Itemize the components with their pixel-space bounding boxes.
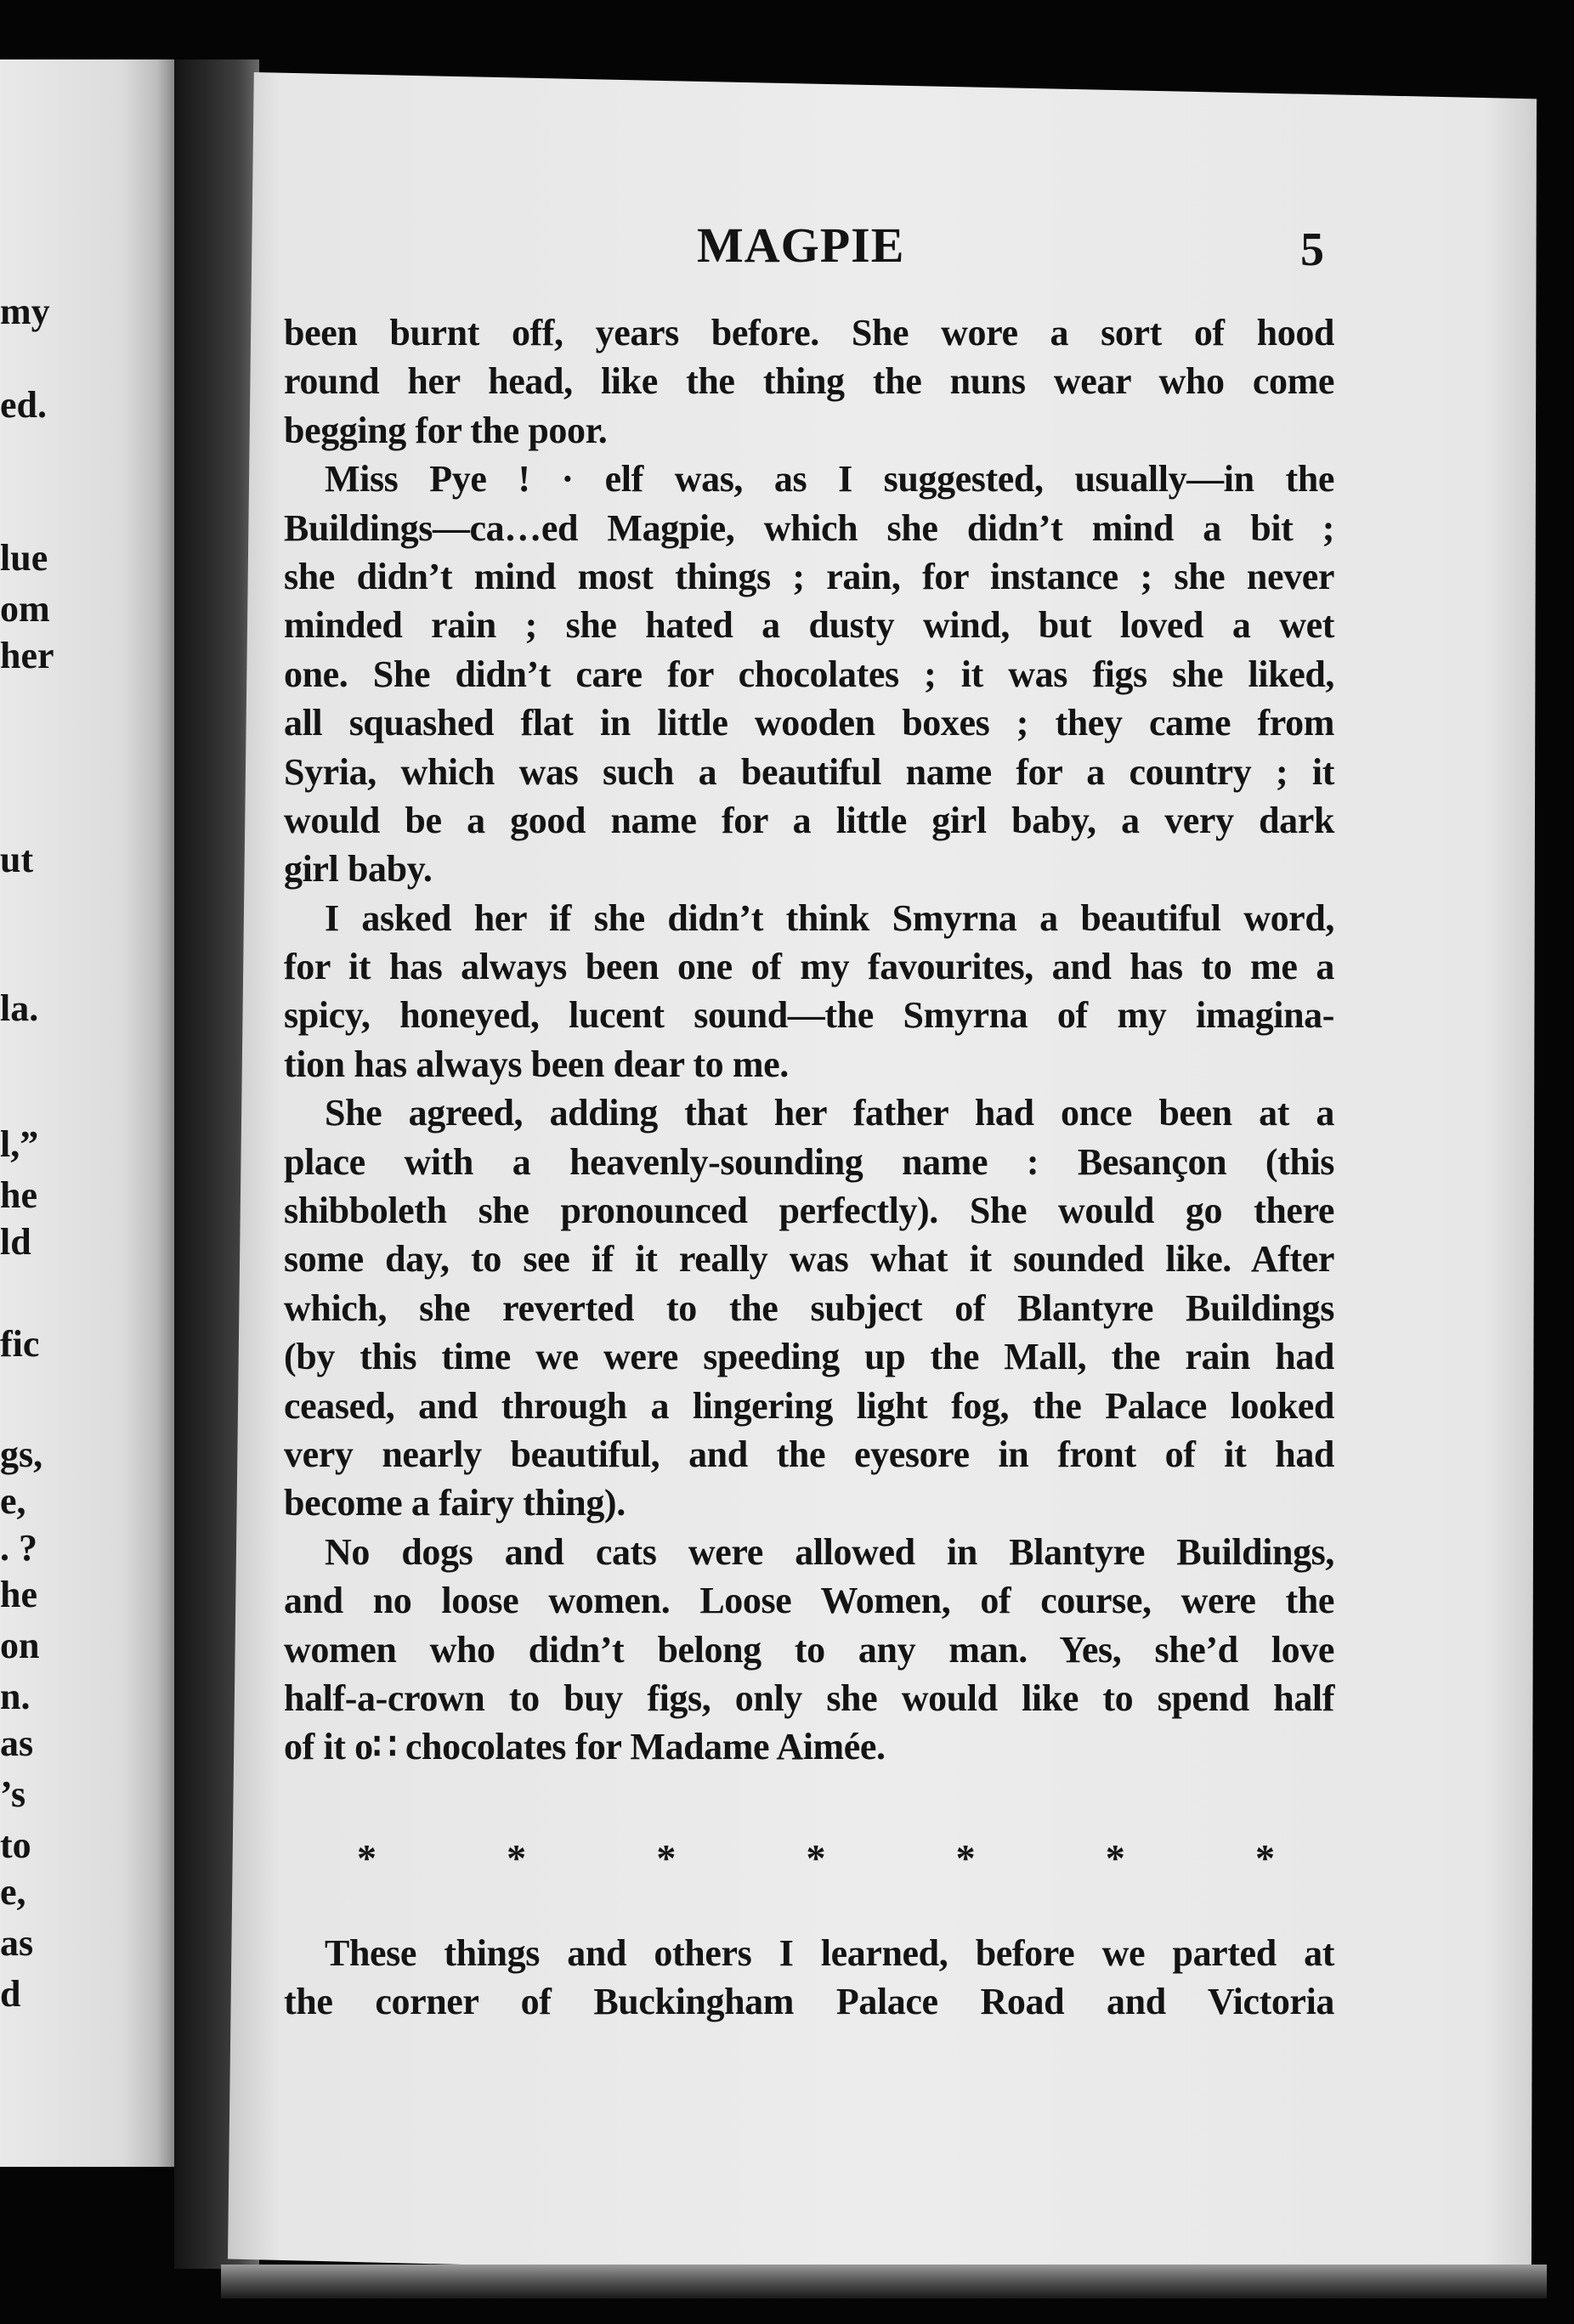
text-line: Miss Pye ! · elf was, as I suggested, usually—in the: [325, 458, 1334, 500]
left-page-fragment: as: [0, 1922, 34, 1964]
text-line: been burnt off, years before. She wore a sort of hood: [284, 312, 1334, 353]
left-page-fragment: her: [0, 635, 54, 676]
text-line: one. She didn’t care for chocolates ; it was figs she liked,: [284, 653, 1334, 695]
text-line: girl baby.: [284, 848, 433, 891]
text-line: No dogs and cats were allowed in Blantyre Buildings,: [325, 1530, 1334, 1573]
left-page-fragment: n.: [0, 1676, 31, 1717]
text-line: begging for the poor.: [284, 409, 608, 451]
previous-page-edge: [0, 59, 174, 2167]
left-page-fragment: gs,: [0, 1433, 43, 1475]
left-page-fragment: he: [0, 1574, 37, 1615]
left-page-fragment: l,”: [0, 1123, 39, 1165]
text-line: of it o∷ chocolates for Madame Aimée.: [284, 1726, 886, 1768]
text-line: (by this time we were speeding up the Mall, the rain had: [284, 1336, 1334, 1378]
asterisk: *: [507, 1836, 527, 1880]
text-line: become a fairy thing).: [284, 1482, 626, 1524]
text-line: Syria, which was such a beautiful name for a country ; it: [284, 750, 1334, 793]
left-page-fragment: as: [0, 1722, 34, 1764]
text-line: Buildings—ca…ed Magpie, which she didn’t mind a bit ;: [284, 506, 1334, 549]
text-line: shibboleth she pronounced perfectly). She would go there: [284, 1190, 1334, 1232]
left-page-fragment: la.: [0, 987, 39, 1029]
text-line: I asked her if she didn’t think Smyrna a beautiful word,: [325, 896, 1334, 939]
closing-text: [284, 1929, 1334, 2027]
asterisk: *: [806, 1836, 826, 1880]
left-page-fragment: to: [0, 1824, 31, 1866]
text-line: spicy, honeyed, lucent sound—the Smyrna of my imagina-: [284, 994, 1334, 1037]
asterisk: *: [1254, 1836, 1275, 1880]
text-line: for it has always been one of my favourites, and has to me a: [284, 946, 1334, 988]
body-text: [284, 308, 1334, 1772]
page-bottom-edge: [221, 2265, 1547, 2299]
left-page-fragment: e,: [0, 1871, 26, 1913]
text-line: ceased, and through a lingering light fog, the Palace looked: [284, 1384, 1334, 1427]
section-break: [357, 1835, 1275, 1880]
text-line: women who didn’t belong to any man. Yes, she’d love: [284, 1628, 1334, 1671]
text-line: the corner of Buckingham Palace Road and Victoria: [284, 1981, 1334, 2023]
left-page-fragment: my: [0, 291, 50, 332]
text-line: minded rain ; she hated a dusty wind, but loved a wet: [284, 604, 1334, 647]
page-number: 5: [1300, 223, 1324, 276]
asterisk: *: [656, 1836, 677, 1880]
text-line: which, she reverted to the subject of Blantyre Buildings: [284, 1286, 1334, 1329]
text-line: She agreed, adding that her father had once been at a: [325, 1092, 1334, 1134]
text-line: very nearly beautiful, and the eyesore in front of it had: [284, 1433, 1334, 1475]
left-page-fragment: ld: [0, 1221, 31, 1263]
left-page-fragment: lue: [0, 537, 48, 579]
text-line: all squashed flat in little wooden boxes ; they came from: [284, 702, 1334, 744]
text-line: tion has always been dear to me.: [284, 1043, 789, 1085]
left-page-fragment: ’s: [0, 1773, 26, 1815]
text-line: some day, to see if it really was what it sounded like. After: [284, 1238, 1334, 1281]
left-page-fragment: fic: [0, 1323, 40, 1365]
left-page-fragment: ed.: [0, 384, 47, 426]
text-line: would be a good name for a little girl baby, a very dark: [284, 799, 1334, 841]
text-line: place with a heavenly-sounding name : Besançon (this: [284, 1140, 1334, 1183]
left-page-fragment: d: [0, 1973, 21, 2015]
left-page-fragment: he: [0, 1174, 37, 1216]
left-page-fragment: ut: [0, 839, 34, 880]
text-line: she didn’t mind most things ; rain, for instance ; she never: [284, 555, 1334, 597]
asterisk: *: [1105, 1836, 1125, 1880]
left-page-fragment: . ?: [0, 1527, 37, 1569]
running-head: MAGPIE: [697, 218, 905, 273]
text-line: round her head, like the thing the nuns wear who come: [284, 360, 1334, 403]
text-line: half-a-crown to buy figs, only she would like to spend half: [284, 1677, 1334, 1719]
left-page-fragment: om: [0, 588, 50, 630]
text-line: and no loose women. Loose Women, of course, were the: [284, 1580, 1334, 1622]
left-page-fragment: e,: [0, 1480, 26, 1522]
left-page-fragment: on: [0, 1625, 40, 1666]
asterisk: *: [955, 1836, 976, 1880]
text-line: These things and others I learned, before we parted at: [325, 1932, 1334, 1974]
asterisk: *: [357, 1836, 377, 1880]
